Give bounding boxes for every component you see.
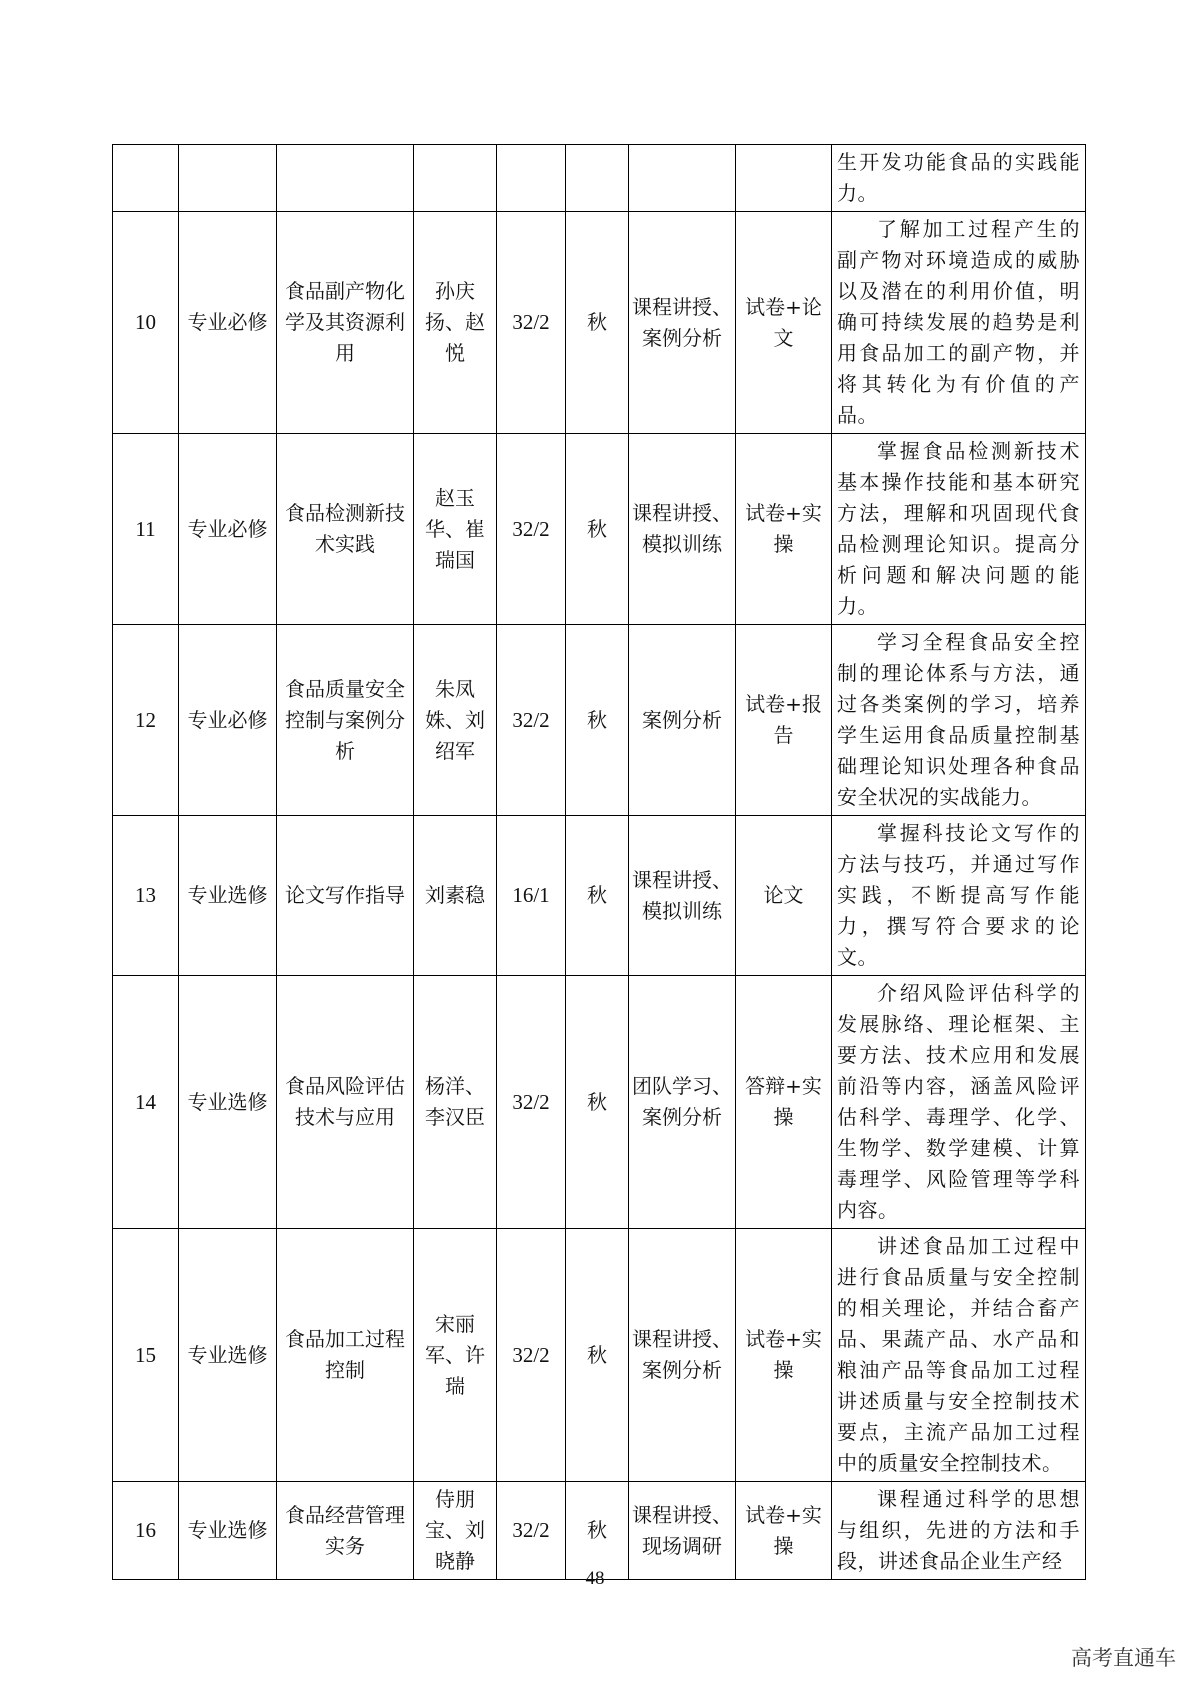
table-row [113, 1229, 1086, 1482]
assessment-method: 试卷+论文 [736, 212, 832, 434]
teaching-method: 课程讲授、案例分析 [629, 1229, 736, 1482]
table-row [113, 1482, 1086, 1580]
assessment-method: 试卷+实操 [736, 434, 832, 625]
course-type: 专业必修 [179, 434, 277, 625]
course-name: 食品检测新技术实践 [277, 434, 414, 625]
assessment-method: 试卷+实操 [736, 1482, 832, 1580]
teaching-method: 课程讲授、模拟训练 [629, 434, 736, 625]
course-teacher: 孙庆扬、赵悦 [414, 212, 497, 434]
teaching-method: 案例分析 [629, 625, 736, 816]
course-hours [497, 145, 566, 212]
course-term: 秋 [566, 625, 629, 816]
course-description: 了解加工过程产生的副产物对环境造成的威胁以及潜在的利用价值，明确可持续发展的趋势是利用食品加工的副产物，并将其转化为有价值的产品。 [832, 212, 1086, 434]
row-number: 15 [113, 1229, 179, 1482]
table-row [113, 625, 1086, 816]
course-type: 专业必修 [179, 212, 277, 434]
course-hours: 32/2 [497, 1482, 566, 1580]
row-number [113, 145, 179, 212]
course-name: 论文写作指导 [277, 816, 414, 976]
teaching-method: 课程讲授、案例分析 [629, 212, 736, 434]
course-hours: 32/2 [497, 212, 566, 434]
row-number: 14 [113, 976, 179, 1229]
course-description: 介绍风险评估科学的发展脉络、理论框架、主要方法、技术应用和发展前沿等内容，涵盖风险评估科学、毒理学、化学、生物学、数学建模、计算毒理学、风险管理等学科内容。 [832, 976, 1086, 1229]
course-type: 专业选修 [179, 1482, 277, 1580]
teaching-method [629, 145, 736, 212]
row-number: 11 [113, 434, 179, 625]
course-term [566, 145, 629, 212]
course-hours: 32/2 [497, 434, 566, 625]
watermark: 高考直通车 [1071, 1646, 1176, 1670]
assessment-method: 试卷+实操 [736, 1229, 832, 1482]
course-description: 学习全程食品安全控制的理论体系与方法，通过各类案例的学习，培养学生运用食品质量控制基础理论知识处理各种食品安全状况的实战能力。 [832, 625, 1086, 816]
course-term: 秋 [566, 434, 629, 625]
course-description: 讲述食品加工过程中进行食品质量与安全控制的相关理论，并结合畜产品、果蔬产品、水产品和粮油产品等食品加工过程讲述质量与安全控制技术要点，主流产品加工过程中的质量安全控制技术。 [832, 1229, 1086, 1482]
course-teacher: 杨洋、李汉臣 [414, 976, 497, 1229]
course-name [277, 145, 414, 212]
curriculum-table [112, 144, 1086, 1580]
course-type: 专业选修 [179, 1229, 277, 1482]
course-description: 掌握食品检测新技术基本操作技能和基本研究方法，理解和巩固现代食品检测理论知识。提高分析问题和解决问题的能力。 [832, 434, 1086, 625]
course-description: 生开发功能食品的实践能力。 [832, 145, 1086, 212]
row-number: 10 [113, 212, 179, 434]
assessment-method [736, 145, 832, 212]
course-type [179, 145, 277, 212]
course-type: 专业选修 [179, 976, 277, 1229]
course-teacher [414, 145, 497, 212]
row-number: 12 [113, 625, 179, 816]
page-number: 48 [585, 1568, 605, 1589]
course-description: 掌握科技论文写作的方法与技巧，并通过写作实践，不断提高写作能力，撰写符合要求的论文。 [832, 816, 1086, 976]
table-row [113, 212, 1086, 434]
course-teacher: 侍朋宝、刘晓静 [414, 1482, 497, 1580]
course-type: 专业选修 [179, 816, 277, 976]
course-name: 食品副产物化学及其资源利用 [277, 212, 414, 434]
teaching-method: 团队学习、案例分析 [629, 976, 736, 1229]
row-number: 16 [113, 1482, 179, 1580]
course-term: 秋 [566, 1229, 629, 1482]
course-teacher: 刘素稳 [414, 816, 497, 976]
table-row [113, 145, 1086, 212]
course-teacher: 朱凤姝、刘绍军 [414, 625, 497, 816]
course-teacher: 赵玉华、崔瑞国 [414, 434, 497, 625]
course-name: 食品风险评估技术与应用 [277, 976, 414, 1229]
course-hours: 16/1 [497, 816, 566, 976]
assessment-method: 试卷+报告 [736, 625, 832, 816]
course-type: 专业必修 [179, 625, 277, 816]
course-name: 食品质量安全控制与案例分析 [277, 625, 414, 816]
teaching-method: 课程讲授、现场调研 [629, 1482, 736, 1580]
course-term: 秋 [566, 1482, 629, 1580]
assessment-method: 答辩+实操 [736, 976, 832, 1229]
course-term: 秋 [566, 816, 629, 976]
row-number: 13 [113, 816, 179, 976]
course-hours: 32/2 [497, 976, 566, 1229]
assessment-method: 论文 [736, 816, 832, 976]
course-name: 食品经营管理实务 [277, 1482, 414, 1580]
table-row [113, 434, 1086, 625]
course-hours: 32/2 [497, 1229, 566, 1482]
course-teacher: 宋丽军、许瑞 [414, 1229, 497, 1482]
table-row [113, 976, 1086, 1229]
table-row [113, 816, 1086, 976]
course-name: 食品加工过程控制 [277, 1229, 414, 1482]
course-description: 课程通过科学的思想与组织，先进的方法和手段，讲述食品企业生产经 [832, 1482, 1086, 1580]
course-term: 秋 [566, 976, 629, 1229]
teaching-method: 课程讲授、模拟训练 [629, 816, 736, 976]
course-hours: 32/2 [497, 625, 566, 816]
course-term: 秋 [566, 212, 629, 434]
